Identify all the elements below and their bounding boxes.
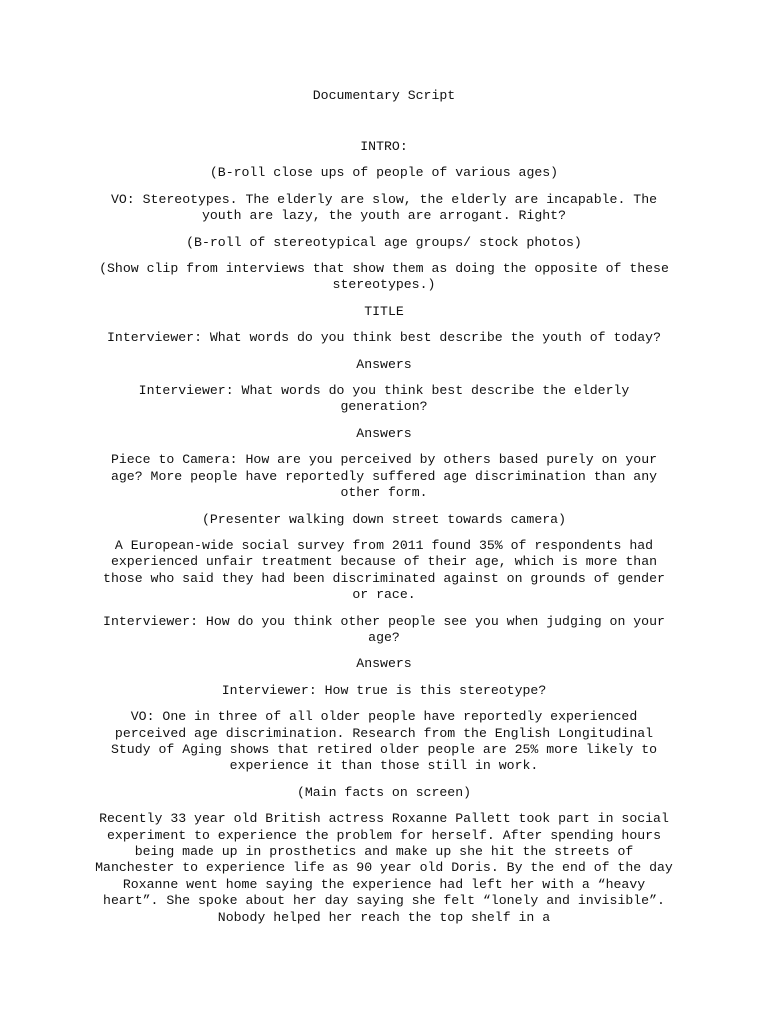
piece-to-camera: Piece to Camera: How are you perceived by others based purely on your age? More people have reportedly suffered age discrimination than any other form. [110, 452, 658, 501]
section-heading-intro: INTRO: [360, 139, 408, 154]
broll-direction: (B-roll of stereotypical age groups/ stock photos) [186, 234, 582, 250]
interviewer-question: Interviewer: How do you think other people see you when judging on your age? [103, 613, 665, 645]
voiceover-line: VO: Stereotypes. The elderly are slow, the elderly are incapable. The youth are lazy, the youth are arrogant. Right? [110, 191, 658, 224]
document-title: Documentary Script [312, 88, 456, 103]
interviewer-question: Interviewer: What words do you think best describe the elderly generation? [138, 383, 630, 415]
stage-direction: (Main facts on screen) [296, 784, 472, 800]
interviewer-question: Interviewer: How true is this stereotype? [221, 682, 547, 698]
answers-placeholder: Answers [356, 356, 412, 372]
interviewer-question: Interviewer: What words do you think best describe the youth of today? [107, 330, 661, 346]
broll-direction: (B-roll close ups of people of various ages) [209, 165, 559, 181]
answers-placeholder: Answers [356, 425, 412, 441]
section-heading-title: TITLE [364, 303, 404, 319]
narration-paragraph: A European-wide social survey from 2011 found 35% of respondents had experienced unfair treatment because of their age, which is more than those who said they had been discriminated against on grounds of gender or race. [103, 537, 665, 603]
answers-placeholder: Answers [356, 656, 412, 672]
voiceover-line: VO: One in three of all older people have reportedly experienced perceived age discrimination. Research from the English Longitudinal Study of Aging shows that retired older people are 25% more likely to experience it than those still in work. [110, 709, 658, 774]
stage-direction: (Show clip from interviews that show them as doing the opposite of these stereotypes.) [99, 261, 669, 293]
narration-paragraph: Recently 33 year old British actress Roxanne Pallett took part in social experiment to experience the problem for herself. After spending hours being made up in prosthetics and make up she hit the streets of Manchester to experience life as 90 year old Doris. By the end of the day Roxanne went home saying the experience had left her with a “heavy heart”. She spoke about her day saying she felt “lonely and invisible”. Nobody helped her reach the top shelf in a [95, 811, 673, 925]
script-body [92, 139, 676, 936]
stage-direction: (Presenter walking down street towards camera) [201, 511, 567, 527]
